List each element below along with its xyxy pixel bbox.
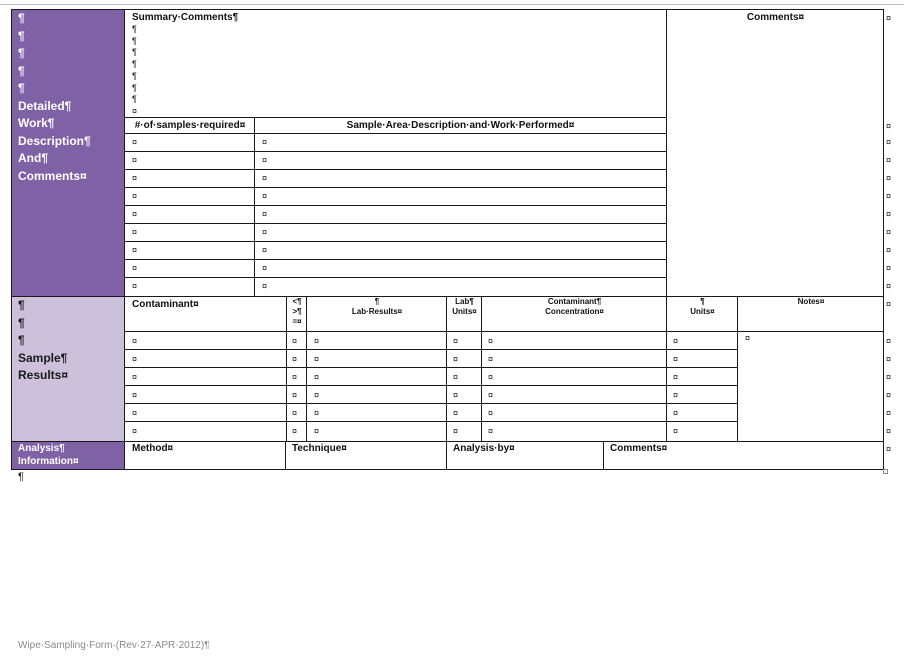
end-of-row-mark: ¤ xyxy=(886,372,892,382)
result-cell[interactable]: ¤ xyxy=(673,336,679,346)
result-cell[interactable]: ¤ xyxy=(132,426,138,436)
grid-line xyxy=(124,133,667,134)
grid-line xyxy=(124,151,667,152)
grid-line xyxy=(603,441,604,470)
end-of-row-mark: ¤ xyxy=(886,121,892,131)
contaminant-concentration-header: Contaminant¶ Concentration¤ xyxy=(545,297,604,316)
result-cell[interactable]: ¤ xyxy=(132,390,138,400)
grid-line xyxy=(124,403,738,404)
end-of-row-mark: ¤ xyxy=(886,245,892,255)
result-cell[interactable]: ¤ xyxy=(292,426,298,436)
sample-description-cell[interactable]: ¤ xyxy=(262,155,268,165)
notes-field[interactable]: ¤ xyxy=(745,333,751,343)
result-cell[interactable]: ¤ xyxy=(314,426,320,436)
result-cell[interactable]: ¤ xyxy=(453,390,459,400)
grid-line xyxy=(446,296,447,441)
grid-line xyxy=(124,223,667,224)
result-cell[interactable]: ¤ xyxy=(673,390,679,400)
paragraph-mark: ¶ xyxy=(18,471,24,483)
grid-line xyxy=(124,331,884,332)
grid-line xyxy=(124,421,738,422)
sample-description-cell[interactable]: ¤ xyxy=(262,209,268,219)
result-cell[interactable]: ¤ xyxy=(132,372,138,382)
grid-line xyxy=(124,117,667,118)
result-cell[interactable]: ¤ xyxy=(314,354,320,364)
result-cell[interactable]: ¤ xyxy=(292,336,298,346)
sample-description-cell[interactable]: ¤ xyxy=(262,281,268,291)
analysis-by-field[interactable]: Analysis·by¤ xyxy=(453,443,515,454)
end-of-row-mark: ¤ xyxy=(886,137,892,147)
notes-header: Notes¤ xyxy=(797,297,825,306)
result-cell[interactable]: ¤ xyxy=(453,336,459,346)
comparison-operator-header: <¶ >¶ =¤ xyxy=(292,297,302,326)
result-cell[interactable]: ¤ xyxy=(488,426,494,436)
samples-required-cell[interactable]: ¤ xyxy=(132,191,138,201)
grid-line xyxy=(124,367,738,368)
samples-required-cell[interactable]: ¤ xyxy=(132,155,138,165)
analysis-comments-field[interactable]: Comments¤ xyxy=(610,443,668,454)
end-of-row-mark: ¤ xyxy=(886,390,892,400)
sample-area-description-header: Sample·Area·Description·and·Work·Performed¤ xyxy=(346,120,575,131)
lab-results-header: ¶ Lab·Results¤ xyxy=(351,297,403,316)
result-cell[interactable]: ¤ xyxy=(673,354,679,364)
sample-description-cell[interactable]: ¤ xyxy=(262,173,268,183)
samples-required-cell[interactable]: ¤ xyxy=(132,227,138,237)
result-cell[interactable]: ¤ xyxy=(488,408,494,418)
grid-line xyxy=(124,277,667,278)
result-cell[interactable]: ¤ xyxy=(292,408,298,418)
end-of-row-mark: ¤ xyxy=(886,354,892,364)
result-cell[interactable]: ¤ xyxy=(673,408,679,418)
summary-comments-field[interactable]: ¶ ¶ ¶ ¶ ¶ ¶ ¶ ¤ xyxy=(132,24,138,116)
end-of-row-mark: ¤ xyxy=(886,13,892,23)
grid-line xyxy=(124,259,667,260)
end-of-row-mark: ¤ xyxy=(886,155,892,165)
grid-line xyxy=(285,441,286,470)
result-cell[interactable]: ¤ xyxy=(453,426,459,436)
end-of-row-mark: ¤ xyxy=(886,299,892,309)
result-cell[interactable]: ¤ xyxy=(132,354,138,364)
samples-required-cell[interactable]: ¤ xyxy=(132,137,138,147)
lab-units-header: Lab¶ Units¤ xyxy=(452,297,477,316)
sample-description-cell[interactable]: ¤ xyxy=(262,191,268,201)
summary-comments-label: Summary·Comments¶ xyxy=(132,12,239,23)
end-of-row-mark: ¤ xyxy=(886,191,892,201)
technique-field[interactable]: Technique¤ xyxy=(292,443,347,454)
grid-line xyxy=(124,385,738,386)
samples-required-cell[interactable]: ¤ xyxy=(132,173,138,183)
end-of-row-mark: ¤ xyxy=(886,444,892,454)
comments-label: Comments¤ xyxy=(746,12,805,23)
end-of-row-mark: ¤ xyxy=(886,336,892,346)
samples-required-header: #·of·samples·required¤ xyxy=(134,120,246,131)
grid-line xyxy=(124,241,667,242)
result-cell[interactable]: ¤ xyxy=(488,390,494,400)
result-cell[interactable]: ¤ xyxy=(314,372,320,382)
samples-required-cell[interactable]: ¤ xyxy=(132,263,138,273)
sample-description-cell[interactable]: ¤ xyxy=(262,137,268,147)
grid-line xyxy=(124,349,738,350)
result-cell[interactable]: ¤ xyxy=(488,336,494,346)
result-cell[interactable]: ¤ xyxy=(292,372,298,382)
page-edge-line xyxy=(0,4,904,5)
end-of-row-mark: ¤ xyxy=(886,408,892,418)
sample-description-cell[interactable]: ¤ xyxy=(262,227,268,237)
samples-required-cell[interactable]: ¤ xyxy=(132,281,138,291)
result-cell[interactable]: ¤ xyxy=(292,354,298,364)
method-field[interactable]: Method¤ xyxy=(132,443,174,454)
grid-line xyxy=(254,117,255,296)
sample-description-cell[interactable]: ¤ xyxy=(262,263,268,273)
grid-line xyxy=(124,169,667,170)
end-of-row-mark: ¤ xyxy=(886,263,892,273)
samples-required-cell[interactable]: ¤ xyxy=(132,245,138,255)
result-cell[interactable]: ¤ xyxy=(488,372,494,382)
result-cell[interactable]: ¤ xyxy=(314,390,320,400)
result-cell[interactable]: ¤ xyxy=(488,354,494,364)
result-cell[interactable]: ¤ xyxy=(453,408,459,418)
sample-description-cell[interactable]: ¤ xyxy=(262,245,268,255)
units-header: ¶ Units¤ xyxy=(690,297,715,316)
end-of-row-mark: ¤ xyxy=(886,426,892,436)
grid-line xyxy=(737,296,738,441)
contaminant-header: Contaminant¤ xyxy=(132,299,199,310)
result-cell[interactable]: ¤ xyxy=(132,336,138,346)
grid-line xyxy=(666,9,667,296)
result-cell[interactable]: ¤ xyxy=(453,372,459,382)
result-cell[interactable]: ¤ xyxy=(453,354,459,364)
grid-line xyxy=(124,9,125,470)
grid-line xyxy=(124,205,667,206)
result-cell[interactable]: ¤ xyxy=(132,408,138,418)
result-cell[interactable]: ¤ xyxy=(314,408,320,418)
samples-required-cell[interactable]: ¤ xyxy=(132,209,138,219)
result-cell[interactable]: ¤ xyxy=(314,336,320,346)
grid-line xyxy=(446,441,447,470)
result-cell[interactable]: ¤ xyxy=(673,426,679,436)
work-section-title: ¶ ¶ ¶ ¶ ¶ Detailed¶ Work¶ Description¶ And¶ Comments¤ xyxy=(18,11,91,183)
grid-line xyxy=(124,187,667,188)
end-of-row-mark: ¤ xyxy=(886,209,892,219)
end-of-row-mark: ¤ xyxy=(886,173,892,183)
grid-line xyxy=(11,441,884,442)
results-section-title: ¶ ¶ ¶ Sample¶ Results¤ xyxy=(18,298,69,382)
result-cell[interactable]: ¤ xyxy=(673,372,679,382)
end-of-row-mark: ¤ xyxy=(886,281,892,291)
footer-form-title: Wipe·Sampling·Form·(Rev·27·APR·2012)¶ xyxy=(18,640,210,651)
grid-line xyxy=(481,296,482,441)
result-cell[interactable]: ¤ xyxy=(292,390,298,400)
end-of-row-mark: ¤ xyxy=(886,227,892,237)
grid-line xyxy=(666,296,667,441)
table-resize-handle[interactable] xyxy=(883,469,888,474)
analysis-section-title: Analysis¶ Information¤ xyxy=(18,443,79,467)
